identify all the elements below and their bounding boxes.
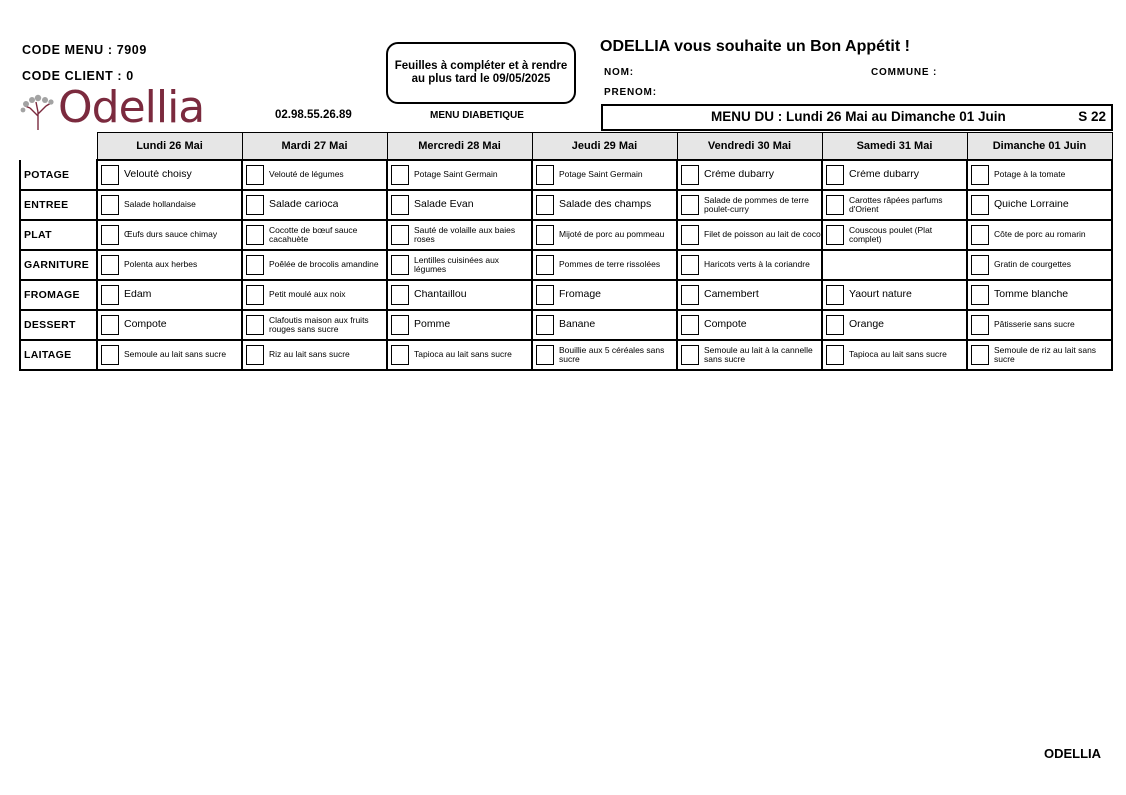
category-label: PLAT	[20, 220, 97, 250]
menu-table	[19, 132, 1113, 371]
table-row	[20, 250, 1112, 280]
dish-checkbox[interactable]	[681, 345, 699, 365]
dish-cell	[387, 280, 532, 310]
dish-name: Fromage	[559, 290, 602, 300]
dish-checkbox[interactable]	[391, 285, 409, 305]
dish-cell	[822, 280, 967, 310]
dish-name: Couscous poulet (Plat complet)	[849, 225, 933, 244]
dish-name: Sauté de volaille aux baies roses	[414, 225, 516, 244]
dish-checkbox[interactable]	[391, 345, 409, 365]
dish-checkbox[interactable]	[536, 255, 554, 275]
deadline-notice-line2: au plus tard le 09/05/2025	[411, 73, 551, 85]
dish-checkbox[interactable]	[391, 225, 409, 245]
dish-name: Cocotte de bœuf sauce cacahuète	[269, 225, 358, 244]
prenom-label: PRENOM:	[604, 87, 657, 98]
dish-checkbox[interactable]	[536, 195, 554, 215]
dish-name: Chantaillou	[414, 290, 467, 300]
table-row	[20, 220, 1112, 250]
day-header-row	[20, 133, 1112, 161]
dish-cell	[822, 160, 967, 190]
dish-cell	[677, 310, 822, 340]
dish-name: Salade hollandaise	[124, 200, 196, 210]
commune-label: COMMUNE :	[871, 67, 938, 78]
dish-name: Tomme blanche	[994, 290, 1069, 300]
dish-cell	[967, 340, 1112, 370]
dish-cell	[532, 250, 677, 280]
dish-name: Orange	[849, 320, 885, 330]
dish-name: Gratin de courgettes	[994, 260, 1072, 270]
code-client: CODE CLIENT : 0	[22, 69, 134, 83]
dish-checkbox[interactable]	[101, 345, 119, 365]
day-header: Dimanche 01 Juin	[967, 133, 1112, 161]
category-label: DESSERT	[20, 310, 97, 340]
dish-cell	[677, 280, 822, 310]
dish-name: Mijoté de porc au pommeau	[559, 230, 665, 240]
dish-cell	[387, 250, 532, 280]
dish-cell	[242, 340, 387, 370]
dish-checkbox[interactable]	[971, 165, 989, 185]
dish-name: Camembert	[704, 290, 759, 300]
dish-name: Potage à la tomate	[994, 170, 1066, 180]
dish-checkbox[interactable]	[391, 165, 409, 185]
dish-cell	[387, 310, 532, 340]
dish-cell	[387, 340, 532, 370]
dish-name: Semoule au lait à la cannelle sans sucre	[704, 345, 813, 364]
dish-cell	[677, 340, 822, 370]
dish-cell	[532, 190, 677, 220]
dish-name: Potage Saint Germain	[559, 170, 643, 180]
dish-cell	[677, 160, 822, 190]
dish-checkbox[interactable]	[971, 315, 989, 335]
dish-cell	[387, 190, 532, 220]
dish-cell	[97, 250, 242, 280]
dish-name: Lentilles cuisinées aux légumes	[414, 255, 500, 274]
dish-cell	[532, 280, 677, 310]
dish-name: Pomme	[414, 320, 451, 330]
phone-number: 02.98.55.26.89	[275, 109, 352, 121]
dish-checkbox[interactable]	[971, 225, 989, 245]
dish-cell	[97, 340, 242, 370]
dish-checkbox[interactable]	[246, 285, 264, 305]
dish-cell	[387, 160, 532, 190]
dish-checkbox[interactable]	[101, 315, 119, 335]
dish-cell	[97, 220, 242, 250]
dish-cell	[967, 160, 1112, 190]
dish-checkbox[interactable]	[681, 285, 699, 305]
dish-checkbox[interactable]	[246, 165, 264, 185]
dish-cell	[532, 340, 677, 370]
dish-cell	[677, 220, 822, 250]
week-banner	[601, 104, 1113, 131]
dish-name: Velouté de légumes	[269, 170, 344, 180]
dish-name: Crème dubarry	[849, 170, 920, 180]
table-row	[20, 160, 1112, 190]
nom-label: NOM:	[604, 67, 634, 78]
dish-name: Crème dubarry	[704, 170, 775, 180]
dish-name: Banane	[559, 320, 596, 330]
dish-checkbox[interactable]	[246, 345, 264, 365]
dish-checkbox[interactable]	[681, 225, 699, 245]
dish-cell	[242, 280, 387, 310]
dish-name: Clafoutis maison aux fruits rouges sans sucre	[269, 315, 369, 334]
dish-checkbox[interactable]	[971, 285, 989, 305]
dish-name: Filet de poisson au lait de coco	[704, 230, 821, 240]
menu-type: MENU DIABETIQUE	[430, 110, 524, 121]
dish-checkbox[interactable]	[101, 165, 119, 185]
dish-cell	[97, 280, 242, 310]
dish-name: Petit moulé aux noix	[269, 290, 346, 300]
day-header: Mercredi 28 Mai	[387, 133, 532, 161]
dish-checkbox[interactable]	[826, 285, 844, 305]
code-menu: CODE MENU : 7909	[22, 43, 147, 57]
dish-cell	[242, 250, 387, 280]
dish-cell	[967, 280, 1112, 310]
dish-checkbox[interactable]	[536, 315, 554, 335]
dish-cell	[822, 340, 967, 370]
day-header: Jeudi 29 Mai	[532, 133, 677, 161]
dish-checkbox[interactable]	[826, 315, 844, 335]
dish-cell	[97, 190, 242, 220]
dish-cell	[677, 250, 822, 280]
dish-checkbox[interactable]	[826, 225, 844, 245]
dish-checkbox[interactable]	[826, 345, 844, 365]
dish-checkbox[interactable]	[391, 315, 409, 335]
category-label: LAITAGE	[20, 340, 97, 370]
dish-name: Haricots verts à la coriandre	[704, 260, 810, 270]
dish-cell	[242, 190, 387, 220]
dish-cell	[822, 220, 967, 250]
category-label: GARNITURE	[20, 250, 97, 280]
dish-checkbox[interactable]	[101, 285, 119, 305]
dish-cell	[967, 250, 1112, 280]
dish-name: Salade de pommes de terre poulet-curry	[704, 195, 809, 214]
day-header: Samedi 31 Mai	[822, 133, 967, 161]
dish-checkbox[interactable]	[101, 255, 119, 275]
dish-cell	[242, 160, 387, 190]
odellia-tree-icon	[18, 90, 58, 132]
dish-name: Compote	[704, 320, 747, 330]
dish-checkbox[interactable]	[101, 225, 119, 245]
category-label: FROMAGE	[20, 280, 97, 310]
dish-cell	[532, 310, 677, 340]
dish-checkbox[interactable]	[971, 255, 989, 275]
dish-name: Semoule de riz au lait sans sucre	[994, 345, 1097, 364]
dish-cell	[242, 220, 387, 250]
deadline-notice-line1: Feuilles à compléter et à rendre	[394, 60, 568, 72]
week-range: MENU DU : Lundi 26 Mai au Dimanche 01 Juin	[711, 109, 1006, 124]
dish-name: Potage Saint Germain	[414, 170, 498, 180]
odellia-logo-text: Odellia	[58, 82, 205, 133]
dish-name: Velouté choisy	[124, 170, 192, 180]
dish-checkbox[interactable]	[971, 195, 989, 215]
day-header: Mardi 27 Mai	[242, 133, 387, 161]
dish-checkbox[interactable]	[246, 255, 264, 275]
dish-checkbox[interactable]	[536, 225, 554, 245]
day-header: Vendredi 30 Mai	[677, 133, 822, 161]
category-label: ENTREE	[20, 190, 97, 220]
dish-name: Pommes de terre rissolées	[559, 260, 661, 270]
table-row	[20, 340, 1112, 370]
dish-name: Tapioca au lait sans sucre	[414, 350, 512, 360]
dish-name: Carottes râpées parfums d'Orient	[849, 195, 943, 214]
dish-checkbox[interactable]	[391, 255, 409, 275]
footer-brand: ODELLIA	[1044, 746, 1102, 761]
dish-cell	[967, 220, 1112, 250]
dish-name: Edam	[124, 290, 152, 300]
dish-name: Yaourt nature	[849, 290, 912, 300]
dish-name: Bouillie aux 5 céréales sans sucre	[559, 345, 665, 364]
dish-checkbox[interactable]	[681, 315, 699, 335]
dish-name: Salade des champs	[559, 200, 652, 210]
dish-name: Pâtisserie sans sucre	[994, 320, 1075, 330]
week-number: S 22	[1078, 109, 1106, 124]
day-header: Lundi 26 Mai	[97, 133, 242, 161]
dish-cell	[532, 160, 677, 190]
dish-name: Quiche Lorraine	[994, 200, 1069, 210]
dish-cell	[532, 220, 677, 250]
dish-name: Compote	[124, 320, 167, 330]
dish-cell	[97, 310, 242, 340]
dish-checkbox[interactable]	[681, 165, 699, 185]
dish-checkbox[interactable]	[246, 195, 264, 215]
dish-name: Salade carioca	[269, 200, 339, 210]
dish-checkbox[interactable]	[391, 195, 409, 215]
dish-checkbox[interactable]	[826, 195, 844, 215]
table-row	[20, 310, 1112, 340]
dish-name: Polenta aux herbes	[124, 260, 198, 270]
dish-checkbox[interactable]	[536, 285, 554, 305]
dish-name: Côte de porc au romarin	[994, 230, 1086, 240]
table-row	[20, 280, 1112, 310]
dish-checkbox[interactable]	[536, 345, 554, 365]
table-row	[20, 190, 1112, 220]
dish-cell	[97, 160, 242, 190]
dish-checkbox[interactable]	[246, 315, 264, 335]
dish-cell	[822, 190, 967, 220]
dish-cell	[967, 190, 1112, 220]
corner-cell	[20, 133, 97, 161]
dish-cell	[822, 310, 967, 340]
dish-cell	[387, 220, 532, 250]
dish-cell	[242, 310, 387, 340]
dish-checkbox[interactable]	[681, 195, 699, 215]
dish-cell	[677, 190, 822, 220]
category-label: POTAGE	[20, 160, 97, 190]
dish-name: Tapioca au lait sans sucre	[849, 350, 947, 360]
dish-checkbox[interactable]	[101, 195, 119, 215]
dish-checkbox[interactable]	[971, 345, 989, 365]
dish-checkbox[interactable]	[681, 255, 699, 275]
greeting-title: ODELLIA vous souhaite un Bon Appétit !	[600, 38, 910, 55]
dish-name: Salade Evan	[414, 200, 474, 210]
dish-name: Semoule au lait sans sucre	[124, 350, 227, 360]
deadline-notice	[386, 42, 576, 104]
dish-checkbox[interactable]	[536, 165, 554, 185]
dish-cell	[822, 250, 967, 280]
dish-name: Riz au lait sans sucre	[269, 350, 350, 360]
dish-name: Œufs durs sauce chimay	[124, 230, 218, 240]
dish-cell	[967, 310, 1112, 340]
dish-name: Poêlée de brocolis amandine	[269, 260, 379, 270]
dish-checkbox[interactable]	[246, 225, 264, 245]
dish-checkbox[interactable]	[826, 165, 844, 185]
